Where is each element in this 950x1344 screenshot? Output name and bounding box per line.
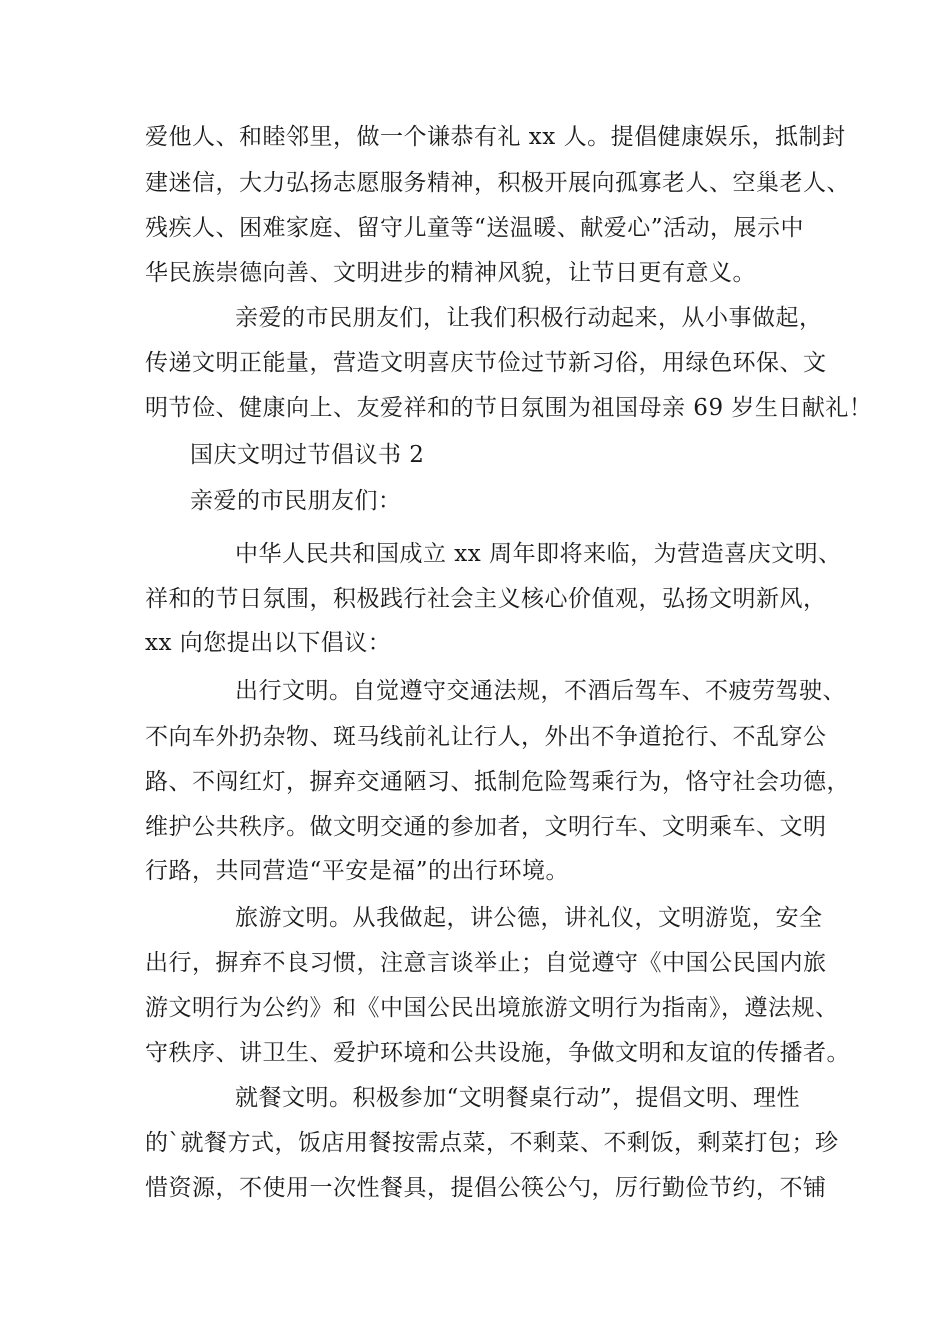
paragraph-line: 维护公共秩序。做文明交通的参加者，文明行车、文明乘车、文明 (145, 814, 827, 840)
paragraph-line: 守秩序、讲卫生、爱护环境和公共设施，争做文明和友谊的传播者。 (145, 1040, 850, 1066)
paragraph-line: 的`就餐方式，饭店用餐按需点菜，不剩菜、不剩饭，剩菜打包；珍 (145, 1130, 839, 1156)
salutation: 亲爱的市民朋友们： (190, 488, 402, 514)
paragraph-line: 就餐文明。积极参加“文明餐桌行动”，提倡文明、理性 (235, 1085, 801, 1111)
paragraph-line: 出行文明。自觉遵守交通法规，不酒后驾车、不疲劳驾驶、 (235, 678, 846, 704)
paragraph-line: 传递文明正能量，营造文明喜庆节俭过节新习俗，用绿色环保、文 (145, 350, 827, 376)
paragraph-line: 建迷信，大力弘扬志愿服务精神，积极开展向孤寡老人、空巢老人、 (145, 170, 850, 196)
paragraph-line: 惜资源，不使用一次性餐具，提倡公筷公勺，厉行勤俭节约，不铺 (145, 1175, 827, 1201)
section-title: 国庆文明过节倡议书 2 (190, 442, 425, 468)
paragraph-line: 游文明行为公约》和《中国公民出境旅游文明行为指南》，遵法规、 (145, 995, 839, 1021)
paragraph-line: 旅游文明。从我做起，讲公德，讲礼仪，文明游览，安全 (235, 905, 823, 931)
paragraph-line: 明节俭、健康向上、友爱祥和的节日氛围为祖国母亲 69 岁生日献礼！ (145, 395, 873, 421)
paragraph-line: 路、不闯红灯，摒弃交通陋习、抵制危险驾乘行为，恪守社会功德， (145, 769, 850, 795)
paragraph-line: 华民族崇德向善、文明进步的精神风貌，让节日更有意义。 (145, 260, 756, 286)
paragraph-line: 出行，摒弃不良习惯，注意言谈举止；自觉遵守《中国公民国内旅 (145, 950, 827, 976)
paragraph-line: 爱他人、和睦邻里，做一个谦恭有礼 xx 人。提倡健康娱乐，抵制封 (145, 124, 846, 150)
paragraph-line: 亲爱的市民朋友们，让我们积极行动起来，从小事做起， (235, 305, 823, 331)
paragraph-line: 行路，共同营造“平安是福”的出行环境。 (145, 858, 570, 884)
paragraph-line: 中华人民共和国成立 xx 周年即将来临，为营造喜庆文明、 (235, 541, 842, 567)
paragraph-line: 残疾人、困难家庭、留守儿童等“送温暖、献爱心”活动，展示中 (145, 215, 805, 241)
paragraph-line: xx 向您提出以下倡议： (145, 630, 392, 656)
paragraph-line: 祥和的节日氛围，积极践行社会主义核心价值观，弘扬文明新风， (145, 586, 827, 612)
paragraph-line: 不向车外扔杂物、斑马线前礼让行人，外出不争道抢行、不乱穿公 (145, 724, 827, 750)
